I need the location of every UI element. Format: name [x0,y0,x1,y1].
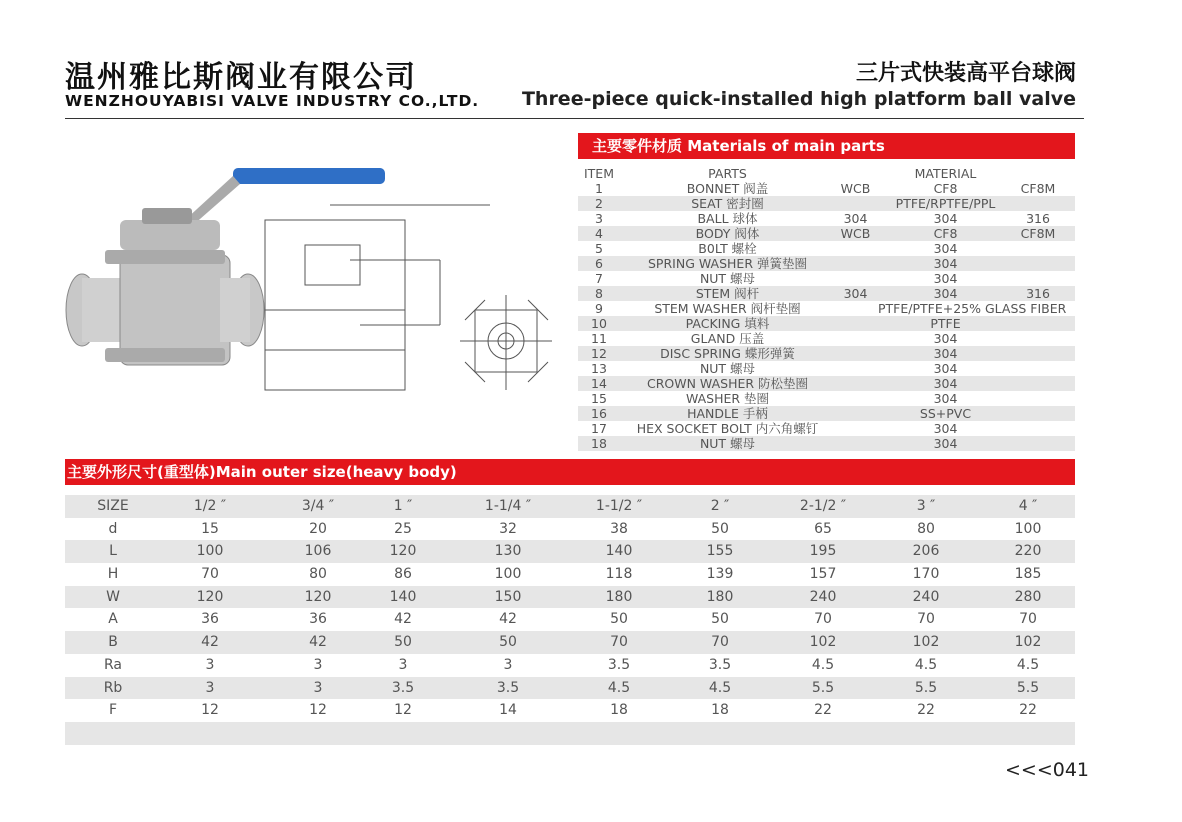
size-cell: 18 [610,702,628,719]
item-number: 14 [591,376,607,391]
size-cell: 3.5 [607,656,631,673]
top-view-drawing [460,295,552,390]
size-cell: 25 [394,520,412,537]
size-cell: 42 [394,611,412,628]
size-cell: 22 [1019,702,1037,719]
size-cell: 140 [389,588,417,605]
part-name: PACKING 填料 [685,316,770,331]
size-cell: 3 [205,656,215,673]
size-cell: 14 [499,702,517,719]
size-cell: 3 [313,656,323,673]
header-divider [65,118,1084,119]
header-parts: PARTS [708,166,747,181]
size-cell: 240 [809,588,837,605]
item-number: 15 [591,391,607,406]
size-cell: 42 [309,634,327,651]
item-number: 18 [591,436,607,451]
page-number: <<<041 [1005,759,1090,781]
size-row [65,677,1075,700]
material-2: 304 [933,346,958,361]
materials-row [578,181,1075,196]
size-cell: 86 [394,566,412,583]
valve-illustration [60,160,570,420]
size-cell: 102 [912,634,940,651]
part-name: BONNET 阀盖 [686,181,769,196]
size-cell: 18 [711,702,729,719]
size-cell: 155 [706,543,734,560]
materials-row [578,376,1075,391]
header-item: ITEM [583,166,614,181]
material-2: 304 [933,211,958,226]
size-cell: 3 [313,679,323,696]
size-cell: 20 [309,520,327,537]
material-2: CF8 [933,181,958,196]
materials-row [578,196,1075,211]
material-2: PTFE [930,316,961,331]
size-cell: 100 [494,566,522,583]
material-2: 304 [933,436,958,451]
part-name: GLAND 压盖 [690,331,765,346]
item-number: 12 [591,346,607,361]
material-3: CF8M [1020,226,1056,241]
size-cell: 3 [398,656,408,673]
size-cell: 32 [499,520,517,537]
materials-row [578,211,1075,226]
size-cell: 70 [917,611,935,628]
size-cell: 280 [1014,588,1042,605]
size-row [65,563,1075,586]
size-cell: 42 [201,634,219,651]
material-2: 304 [933,376,958,391]
part-name: HEX SOCKET BOLT 内六角螺钉 [636,421,819,436]
size-cell: 5.5 [811,679,835,696]
size-cell: 180 [706,588,734,605]
size-row-label: L [109,543,117,560]
materials-row [578,406,1075,421]
materials-row [578,361,1075,376]
size-cell: 1-1/4 ″ [484,498,532,514]
company-name-en: WENZHOUYABISI VALVE INDUSTRY CO.,LTD. [65,92,480,110]
material-3: 316 [1026,286,1050,301]
size-row-label: H [107,566,119,583]
material-2: 304 [933,271,958,286]
part-name: HANDLE 手柄 [687,406,768,421]
size-row-label: Rb [103,679,123,696]
part-name: WASHER 垫圈 [685,391,770,406]
size-cell: 12 [309,702,327,719]
material-2: CF8 [933,226,958,241]
item-number: 6 [595,256,603,271]
material-2: 304 [933,391,958,406]
materials-title: 主要零件材质 Materials of main parts [578,133,1075,159]
size-cell: 100 [1014,520,1042,537]
item-number: 8 [595,286,603,301]
size-row [65,540,1075,563]
size-cell: 4.5 [708,679,732,696]
size-row-label: B [108,634,118,651]
header-material: MATERIAL [914,166,977,181]
size-cell: 195 [809,543,837,560]
material-1: 304 [843,211,868,226]
item-number: 4 [595,226,603,241]
size-row [65,586,1075,609]
size-row [65,608,1075,631]
material-2: PTFE/RPTFE/PPL [895,196,996,211]
size-cell: 3.5 [708,656,732,673]
part-name: SEAT 密封圈 [691,196,764,211]
size-row-label: W [106,588,120,605]
materials-row [578,241,1075,256]
materials-row [578,331,1075,346]
part-name: NUT 螺母 [699,271,756,286]
part-name: CROWN WASHER 防松垫圈 [646,376,809,391]
size-row [65,722,1075,745]
size-cell: 22 [814,702,832,719]
size-cell: 70 [201,566,219,583]
size-cell: 206 [912,543,940,560]
materials-row [578,346,1075,361]
size-cell: 120 [389,543,417,560]
part-name: STEM WASHER 阀杆垫圈 [654,301,801,316]
size-row-label: d [108,520,118,537]
size-cell: 170 [912,566,940,583]
size-cell: 12 [394,702,412,719]
materials-row [578,391,1075,406]
size-cell: 80 [917,520,935,537]
size-cell: 22 [917,702,935,719]
size-cell: 150 [494,588,522,605]
size-row-label: Ra [104,656,122,673]
size-cell: 185 [1014,566,1042,583]
material-2: 304 [933,361,958,376]
material-1: WCB [840,181,871,196]
item-number: 11 [591,331,607,346]
materials-row [578,271,1075,286]
size-cell: 139 [706,566,734,583]
size-cell: 50 [610,611,628,628]
size-cell: 157 [809,566,837,583]
size-row-label: F [108,702,118,719]
material-2: PTFE/PTFE+25% GLASS FIBER [878,301,1067,316]
size-cell: 70 [610,634,628,651]
material-2: SS+PVC [919,406,972,421]
material-2: 304 [933,331,958,346]
material-2: 304 [933,256,958,271]
size-cell: 1-1/2 ″ [595,498,643,514]
section-drawing [265,205,490,390]
size-cell: 65 [814,520,832,537]
material-2: 304 [933,286,958,301]
materials-header-row [578,166,1075,181]
size-cell: 220 [1014,543,1042,560]
item-number: 10 [591,316,607,331]
size-title: 主要外形尺寸(重型体)Main outer size(heavy body) [65,459,1075,485]
item-number: 5 [595,241,603,256]
size-cell: 130 [494,543,522,560]
size-cell: 50 [711,611,729,628]
size-cell: 3 ″ [916,498,936,514]
material-2: 304 [933,241,958,256]
product-title-cn: 三片式快装高平台球阀 [855,61,1076,86]
product-title-en: Three-piece quick-installed high platform ball valve [521,88,1076,110]
size-table [65,495,1075,745]
item-number: 17 [591,421,607,436]
size-cell: 50 [711,520,729,537]
company-name-cn: 温州雅比斯阀业有限公司 [65,60,417,95]
size-cell: 4.5 [607,679,631,696]
size-cell: 70 [814,611,832,628]
size-cell: 4.5 [1016,656,1040,673]
item-number: 1 [595,181,603,196]
materials-row [578,316,1075,331]
size-cell: 120 [196,588,224,605]
size-row-label: A [108,611,118,628]
size-cell: 36 [309,611,327,628]
materials-row [578,301,1075,316]
size-cell: 80 [309,566,327,583]
size-cell: 12 [201,702,219,719]
size-cell: 102 [1014,634,1042,651]
item-number: 3 [595,211,603,226]
size-cell: 102 [809,634,837,651]
part-name: DISC SPRING 蝶形弹簧 [660,346,795,361]
item-number: 9 [595,301,603,316]
size-cell: 180 [605,588,633,605]
size-cell: 38 [610,520,628,537]
item-number: 16 [591,406,607,421]
size-row-label: SIZE [97,498,129,514]
valve-photo [66,168,385,365]
part-name: BODY 阀体 [695,226,760,241]
size-cell: 100 [196,543,224,560]
materials-table [578,166,1075,451]
part-name: B0LT 螺栓 [698,241,757,256]
part-name: SPRING WASHER 弹簧垫圈 [648,256,807,271]
part-name: STEM 阀杆 [695,286,760,301]
size-cell: 3.5 [496,679,520,696]
material-3: CF8M [1020,181,1056,196]
size-cell: 70 [711,634,729,651]
size-cell: 50 [499,634,517,651]
materials-row [578,226,1075,241]
size-cell: 2-1/2 ″ [799,498,847,514]
materials-row [578,421,1075,436]
materials-row [578,436,1075,451]
size-row [65,654,1075,677]
size-cell: 36 [201,611,219,628]
size-cell: 4 ″ [1018,498,1038,514]
material-1: WCB [840,226,871,241]
size-cell: 3.5 [391,679,415,696]
material-2: 304 [933,421,958,436]
item-number: 13 [591,361,607,376]
materials-row [578,286,1075,301]
size-cell: 120 [304,588,332,605]
materials-row [578,256,1075,271]
size-cell: 240 [912,588,940,605]
material-3: 316 [1026,211,1050,226]
size-cell: 70 [1019,611,1037,628]
part-name: NUT 螺母 [699,361,756,376]
size-cell: 2 ″ [710,498,730,514]
size-cell: 118 [605,566,633,583]
size-cell: 3/4 ″ [301,498,335,514]
size-cell: 42 [499,611,517,628]
item-number: 2 [595,196,603,211]
size-header-row [65,495,1075,518]
size-cell: 50 [394,634,412,651]
size-cell: 3 [503,656,513,673]
size-cell: 3 [205,679,215,696]
size-cell: 15 [201,520,219,537]
size-cell: 4.5 [811,656,835,673]
size-cell: 140 [605,543,633,560]
size-cell: 5.5 [1016,679,1040,696]
part-name: NUT 螺母 [699,436,756,451]
part-name: BALL 球体 [697,211,758,226]
size-cell: 106 [304,543,332,560]
material-1: 304 [843,286,868,301]
size-cell: 1 ″ [393,498,413,514]
size-cell: 1/2 ″ [193,498,227,514]
size-cell: 4.5 [914,656,938,673]
size-row [65,518,1075,541]
size-cell: 5.5 [914,679,938,696]
size-row [65,699,1075,722]
size-row [65,631,1075,654]
item-number: 7 [595,271,603,286]
